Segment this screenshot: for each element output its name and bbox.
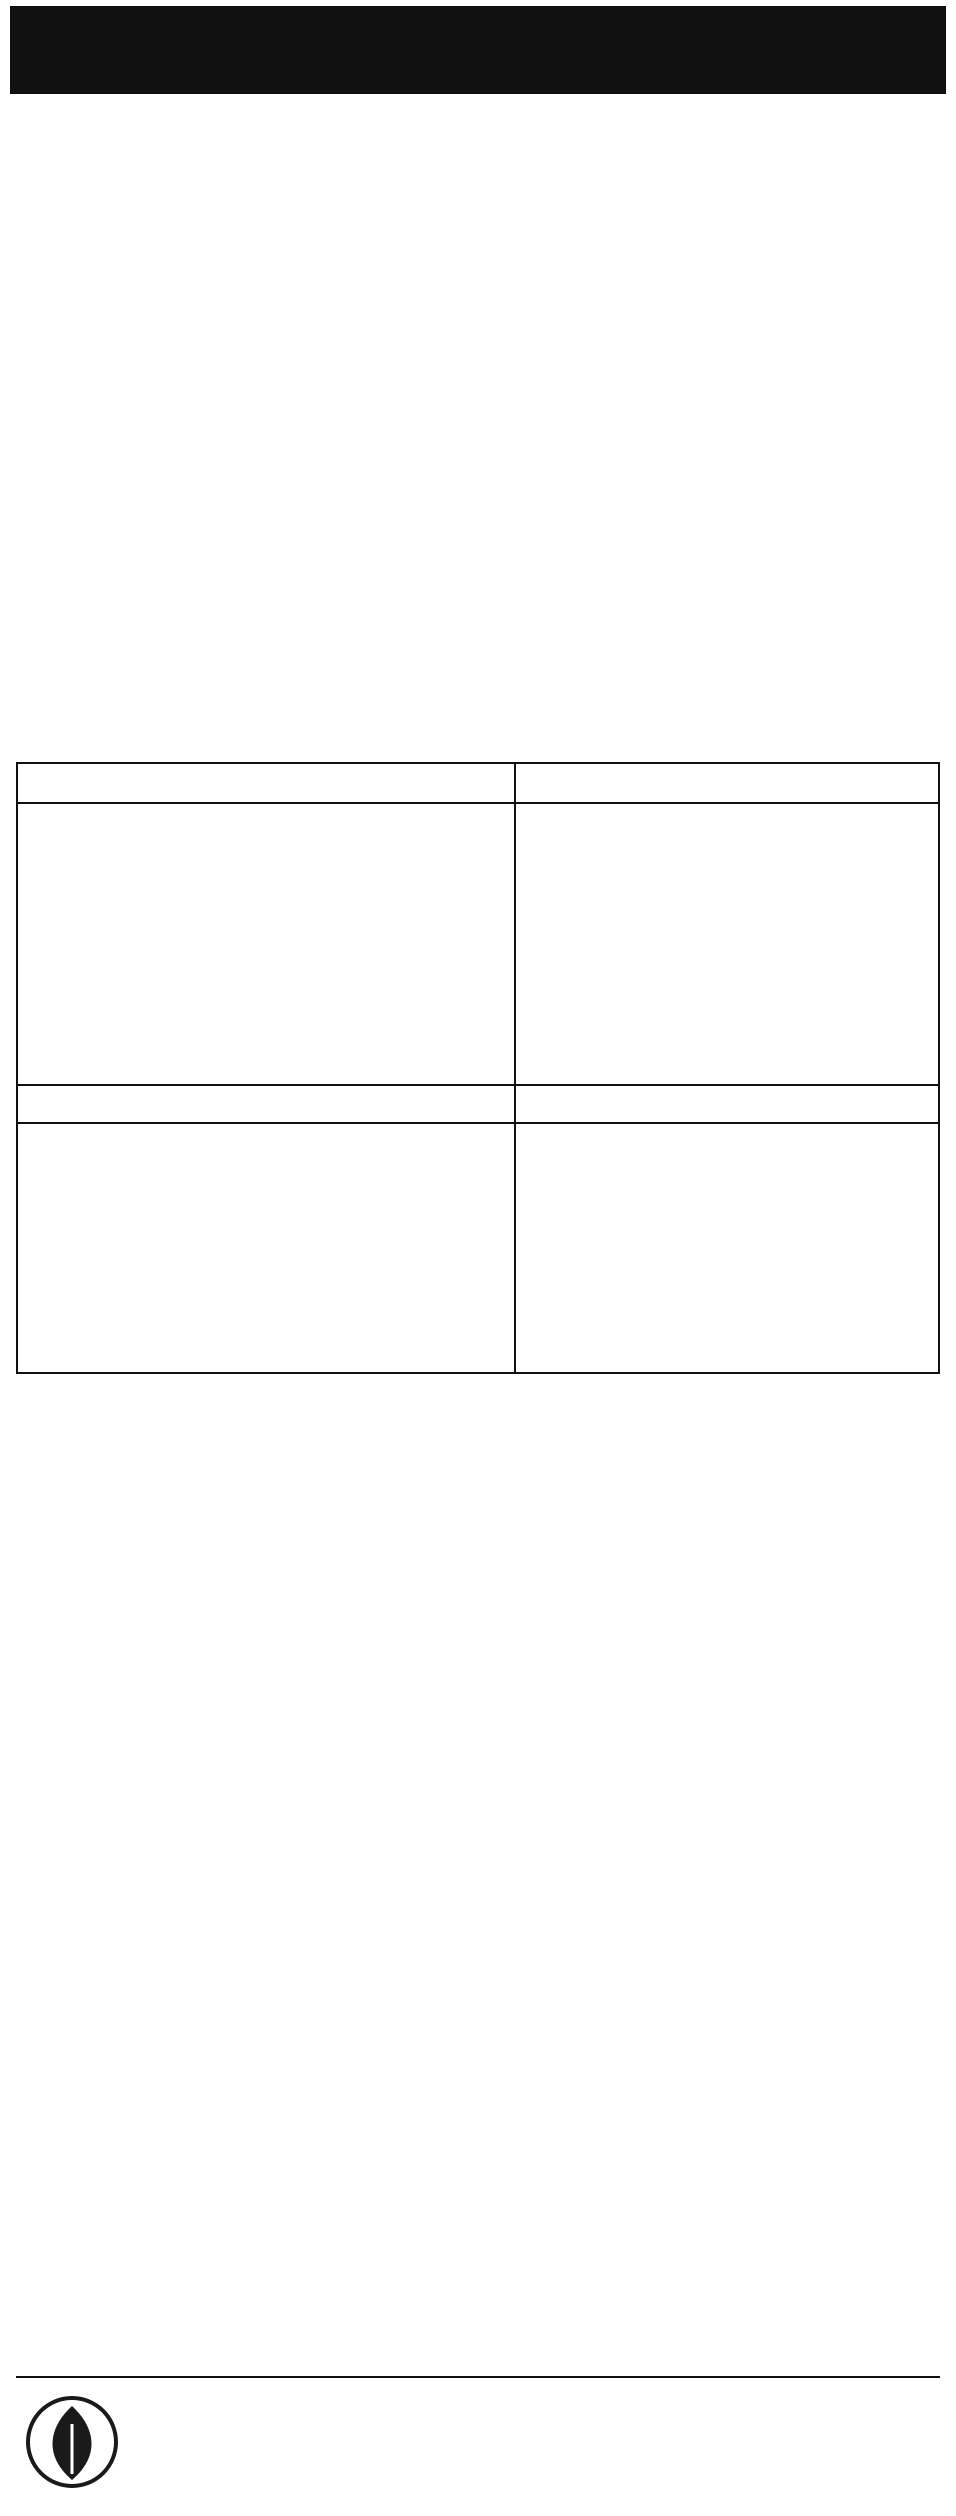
publication-list bbox=[150, 100, 806, 184]
publication-line-2 bbox=[150, 128, 806, 156]
collateral-heading bbox=[516, 764, 938, 802]
publication-line-1 bbox=[150, 100, 806, 128]
borrower-heading bbox=[18, 764, 514, 802]
bank-footer bbox=[16, 2376, 940, 2510]
bank-logo-icon bbox=[24, 2394, 120, 2490]
notice-title bbox=[10, 6, 946, 94]
consent-heading bbox=[516, 1084, 938, 1122]
row-divider bbox=[18, 1122, 938, 1124]
terms-list bbox=[16, 1412, 940, 1452]
column-divider bbox=[514, 764, 516, 1372]
row-divider bbox=[18, 802, 938, 804]
publication-line-3 bbox=[150, 156, 806, 184]
details-table bbox=[16, 762, 940, 1374]
guarantor-heading bbox=[18, 1084, 514, 1122]
